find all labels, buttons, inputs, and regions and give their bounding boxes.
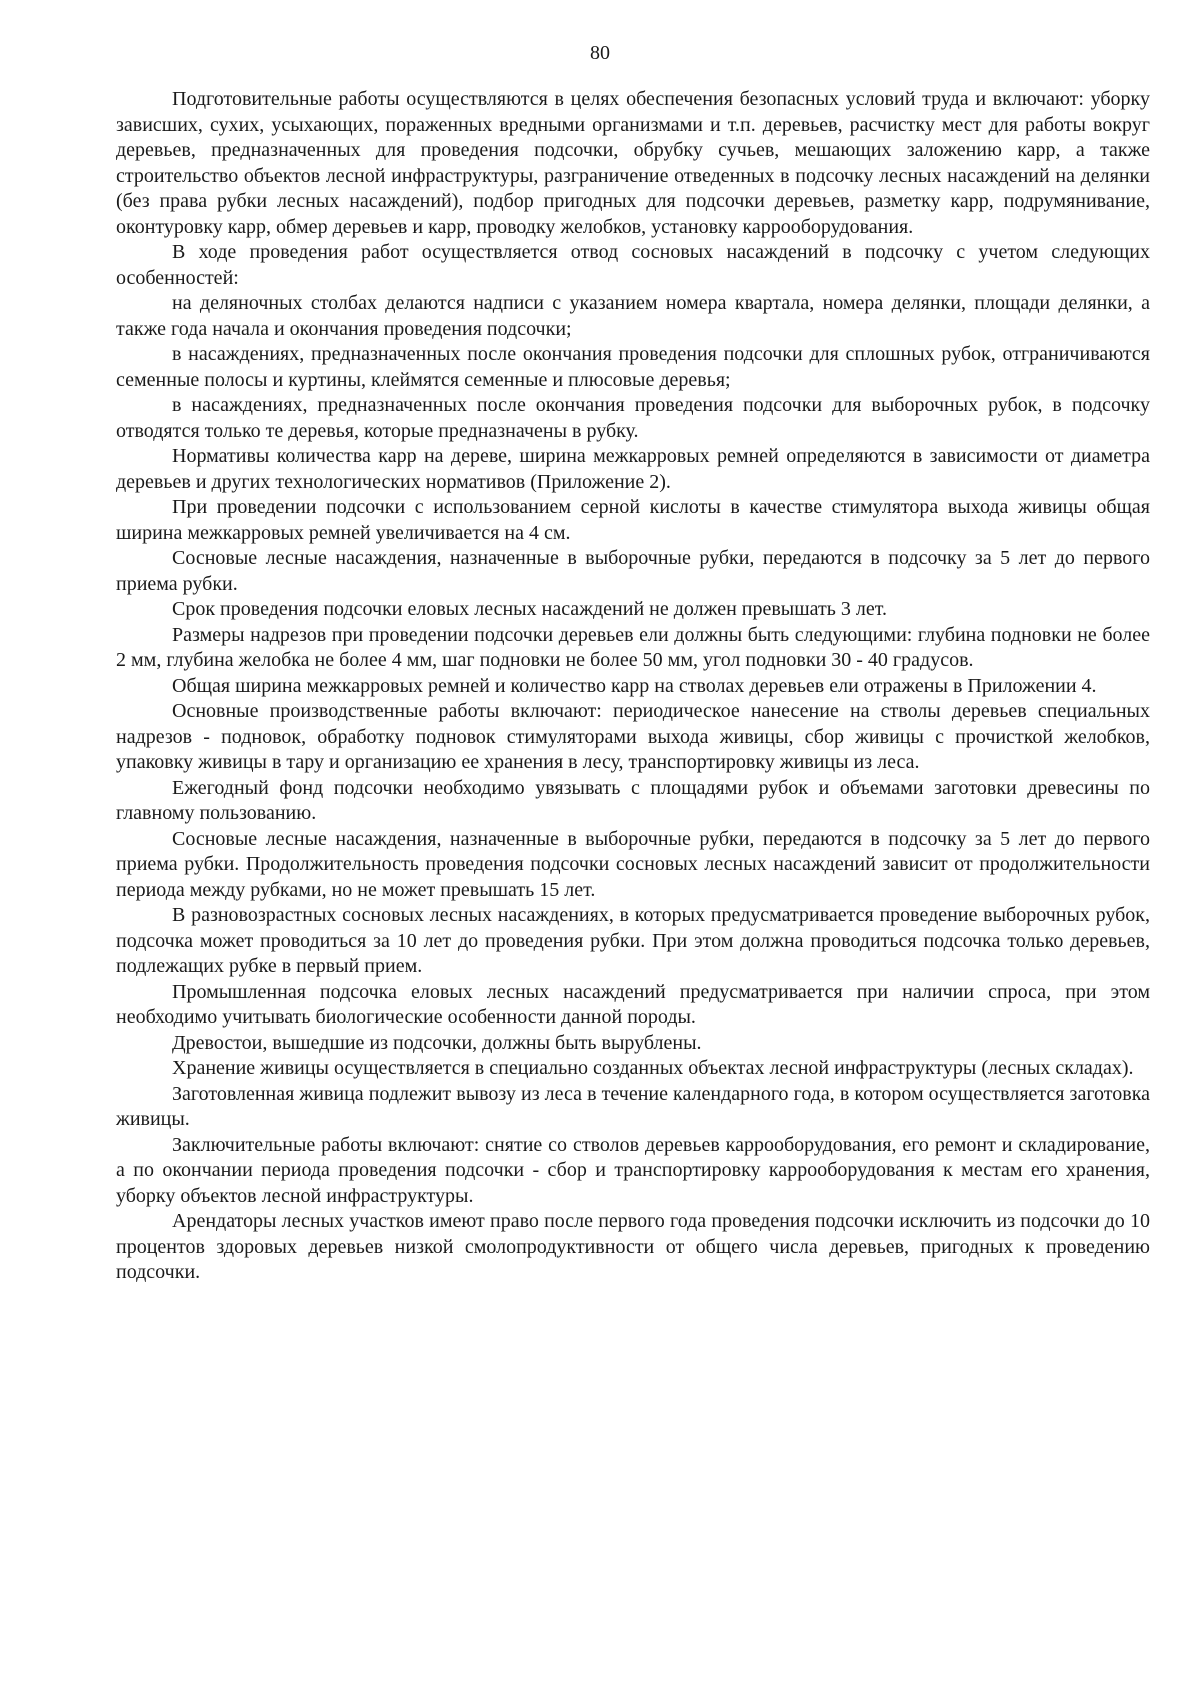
paragraph: Ежегодный фонд подсочки необходимо увязывать с площадями рубок и объемами заготовки древесины по главному пользованию. [116,776,1150,824]
paragraph: Размеры надрезов при проведении подсочки деревьев ели должны быть следующими: глубина подновки не более 2 мм, глубина желобка не более 4 мм, шаг подновки не более 50 мм, угол подновки 30 - 40 градусов. [116,623,1150,671]
paragraph: Древостои, вышедшие из подсочки, должны быть вырублены. [172,1031,702,1054]
paragraph: При проведении подсочки с использованием серной кислоты в качестве стимулятора выхода живицы общая ширина межкарровых ремней увеличивается на 4 см. [116,496,1150,544]
paragraph: Сосновые лесные насаждения, назначенные в выборочные рубки, передаются в подсочку за 5 лет до первого приема рубки. Продолжительность проведения подсочки сосновых лесных насаждений зависит от продолжительности периода между рубками, но не может превышать 15 лет. [116,827,1150,901]
paragraph: Нормативы количества карр на дереве, ширина межкарровых ремней определяются в зависимости от диаметра деревьев и других технологических нормативов (Приложение 2). [116,445,1150,493]
paragraph: на деляночных столбах делаются надписи с указанием номера квартала, номера делянки, площади делянки, а также года начала и окончания проведения подсочки; [116,292,1150,340]
paragraph: в насаждениях, предназначенных после окончания проведения подсочки для выборочных рубок, в подсочку отводятся только те деревья, которые предназначены в рубку. [116,394,1150,442]
paragraph: Основные производственные работы включают: периодическое нанесение на стволы деревьев специальных надрезов - подновок, обработку подновок стимуляторами выхода живицы, сбор живицы с прочисткой желобков, упаковку живицы в тару и организацию ее хранения в лесу, транспортировку живицы из леса. [116,700,1150,773]
paragraph: Промышленная подсочка еловых лесных насаждений предусматривается при наличии спроса, при этом необходимо учитывать биологические особенности данной породы. [116,980,1150,1028]
page-number: 80 [590,42,610,64]
document-body [116,87,1150,1286]
paragraph: Арендаторы лесных участков имеют право после первого года проведения подсочки исключить из подсочки до 10 процентов здоровых деревьев низкой смолопродуктивности от общего числа деревьев, пригодных к проведению подсочки. [116,1210,1150,1283]
paragraph: Общая ширина межкарровых ремней и количество карр на стволах деревьев ели отражены в Приложении 4. [172,674,1097,697]
paragraph: Хранение живицы осуществляется в специально созданных объектах лесной инфраструктуры (лесных складах). [172,1057,1134,1079]
paragraph: в насаждениях, предназначенных после окончания проведения подсочки для сплошных рубок, отграничиваются семенные полосы и куртины, клеймятся семенные и плюсовые деревья; [116,343,1150,391]
paragraph: Подготовительные работы осуществляются в целях обеспечения безопасных условий труда и включают: уборку зависших, сухих, усыхающих, пораженных вредными организмами и т.п. деревьев, расчистку мест для работы вокруг деревьев, предназначенных для проведения подсочки, обрубку сучьев, мешающих заложению карр, а также строительство объектов лесной инфраструктуры, разграничение отведенных в подсочку лесных насаждений на делянки (без права рубки лесных насаждений), подбор пригодных для подсочки деревьев, разметку карр, подрумянивание, оконтуровку карр, обмер деревьев и карр, проводку желобков, установку каррооборудования. [116,88,1150,238]
paragraph: В ходе проведения работ осуществляется отвод сосновых насаждений в подсочку с учетом следующих особенностей: [116,241,1150,289]
paragraph: Сосновые лесные насаждения, назначенные в выборочные рубки, передаются в подсочку за 5 лет до первого приема рубки. [116,547,1150,595]
paragraph: Срок проведения подсочки еловых лесных насаждений не должен превышать 3 лет. [172,598,887,620]
paragraph: В разновозрастных сосновых лесных насаждениях, в которых предусматривается проведение выборочных рубок, подсочка может проводиться за 10 лет до проведения рубки. При этом должна проводиться подсочка только деревьев, подлежащих рубке в первый прием. [116,904,1150,977]
paragraph: Заготовленная живица подлежит вывозу из леса в течение календарного года, в котором осуществляется заготовка живицы. [116,1082,1150,1130]
paragraph: Заключительные работы включают: снятие со стволов деревьев каррооборудования, его ремонт и складирование, а по окончании периода проведения подсочки - сбор и транспортировку каррооборудования к местам его хранения, уборку объектов лесной инфраструктуры. [116,1133,1150,1207]
